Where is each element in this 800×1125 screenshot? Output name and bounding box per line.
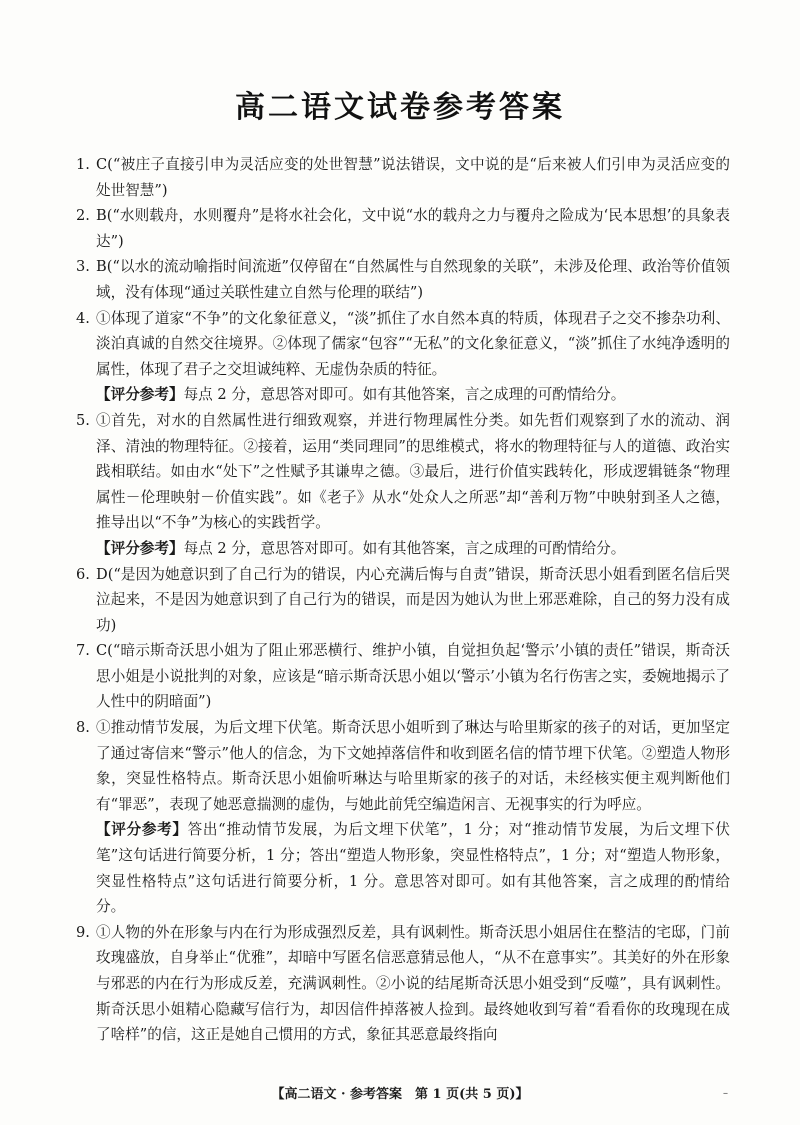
footer-mark: – (723, 1088, 728, 1099)
answer-number: 1. (76, 156, 90, 173)
grading-note-label: 【评分参考】 (96, 821, 188, 839)
answer-text: B(“水则载舟，水则覆舟”是将水社会化，文中说“水的载舟之力与覆舟之险成为‘民本思想’的具象表达”) (96, 207, 730, 250)
answer-item (76, 152, 730, 203)
answer-text: ①人物的外在形象与内在行为形成强烈反差，具有讽刺性。斯奇沃思小姐居住在整洁的宅邸，门前玫瑰盛放，自身举止“优雅”，却暗中写匿名信恶意猜忌他人，“从不在意事实”。其美好的外在形象与邪恶的内在行为形成反差，充满讽刺性。②小说的结尾斯奇沃思小姐受到“反噬”，具有讽刺性。斯奇沃思小姐精心隐藏写信行为，却因信件掉落被人捡到。最终她收到写着“看看你的玫瑰现在成了啥样”的信，这正是她自己惯用的方式，象征其恶意最终指向 (96, 923, 730, 1044)
answer-number: 2. (76, 207, 90, 225)
grading-note-label: 【评分参考】 (96, 386, 184, 404)
grading-note-text: 每点 2 分，意思答对即可。如有其他答案，言之成理的可酌情给分。 (183, 539, 626, 557)
grading-note-text: 每点 2 分，意思答对即可。如有其他答案，言之成理的可酌情给分。 (183, 386, 626, 404)
page-title: 高二语文试卷参考答案 (235, 90, 565, 125)
answer-item (76, 408, 730, 536)
answer-text: ①首先，对水的自然属性进行细致观察，并进行物理属性分类。如先哲们观察到了水的流动、润泽、清浊的物理特征。②接着，运用“类同理同”的思维模式，将水的物理特征与人的道德、政治实践相联结。如由水“处下”之性赋予其谦卑之德。③最后，进行价值实践转化，形成逻辑链条“物理属性－伦理映射－价值实践”。如《老子》从水“处众人之所恶”却“善利万物”中映射到圣人之德，推导出以“不争”为核心的实践哲学。 (96, 411, 730, 532)
grading-note (76, 382, 730, 408)
answer-item (76, 920, 730, 1048)
answer-number: 9. (76, 923, 90, 941)
answer-text: ①体现了道家“不争”的文化象征意义，“淡”抓住了水自然本真的特质，体现君子之交不掺杂功利、淡泊真诚的自然交往境界。②体现了儒家“包容”“无私”的文化象征意义，“淡”抓住了水纯净透明的属性，体现了君子之交坦诚纯粹、无虚伪杂质的特征。 (96, 309, 730, 378)
answer-item (76, 638, 730, 715)
answer-text: ①推动情节发展，为后文埋下伏笔。斯奇沃思小姐听到了琳达与哈里斯家的孩子的对话，更加坚定了通过寄信来“警示”他人的信念，为下文她掉落信件和收到匿名信的情节埋下伏笔。②塑造人物形象，突显性格特点。斯奇沃思小姐偷听琳达与哈里斯家的孩子的对话，未经核实便主观判断他们有“罪恶”，表现了她恶意揣测的虚伪，与她此前凭空编造闲言、无视事实的行为呼应。 (96, 719, 730, 813)
grading-note-text: 答出“推动情节发展，为后文埋下伏笔”，1 分；对“推动情节发展，为后文埋下伏笔”这句话进行简要分析，1 分；答出“塑造人物形象，突显性格特点”，1 分；对“塑造人物形象，突显性格特点”这句话进行简要分析，1 分。意思答对即可。如有其他答案，言之成理的酌情给分。 (96, 821, 730, 916)
answer-text: B(“以水的流动喻指时间流逝”仅停留在“自然属性与自然现象的关联”，未涉及伦理、政治等价值领域，没有体现“通过关联性建立自然与伦理的联结”) (96, 258, 730, 301)
answer-item (76, 254, 730, 305)
answer-number: 8. (76, 719, 90, 737)
answer-item (76, 562, 730, 639)
answer-number: 6. (76, 565, 90, 583)
answer-list (76, 152, 730, 1048)
answer-number: 4. (76, 309, 90, 327)
answer-number: 5. (76, 411, 90, 429)
answer-item (76, 203, 730, 254)
grading-note (76, 817, 730, 919)
answer-item (76, 715, 730, 817)
grading-note-label: 【评分参考】 (96, 539, 184, 557)
answer-number: 7. (76, 642, 90, 660)
page-footer: 【高二语文 · 参考答案 第 1 页(共 5 页)】 (271, 1087, 529, 1102)
grading-note (76, 536, 730, 562)
answer-text: C(“被庄子直接引申为灵活应变的处世智慧”说法错误，文中说的是“后来被人们引申为灵活应变的处世智慧”) (96, 156, 730, 199)
answer-text: C(“暗示斯奇沃思小姐为了阻止邪恶横行、维护小镇，自觉担负起‘警示’小镇的责任”错误，斯奇沃思小姐是小说批判的对象，应该是“暗示斯奇沃思小姐以‘警示’小镇为名行伤害之实，委婉地揭示了人性中的阴暗面”) (96, 642, 730, 711)
answer-item (76, 306, 730, 383)
answer-number: 3. (76, 258, 90, 276)
answer-text: D(“是因为她意识到了自己行为的错误，内心充满后悔与自责”错误，斯奇沃思小姐看到匿名信后哭泣起来，不是因为她意识到了自己行为的错误，而是因为她认为世上邪恶难除，自己的努力没有成功) (96, 565, 730, 634)
